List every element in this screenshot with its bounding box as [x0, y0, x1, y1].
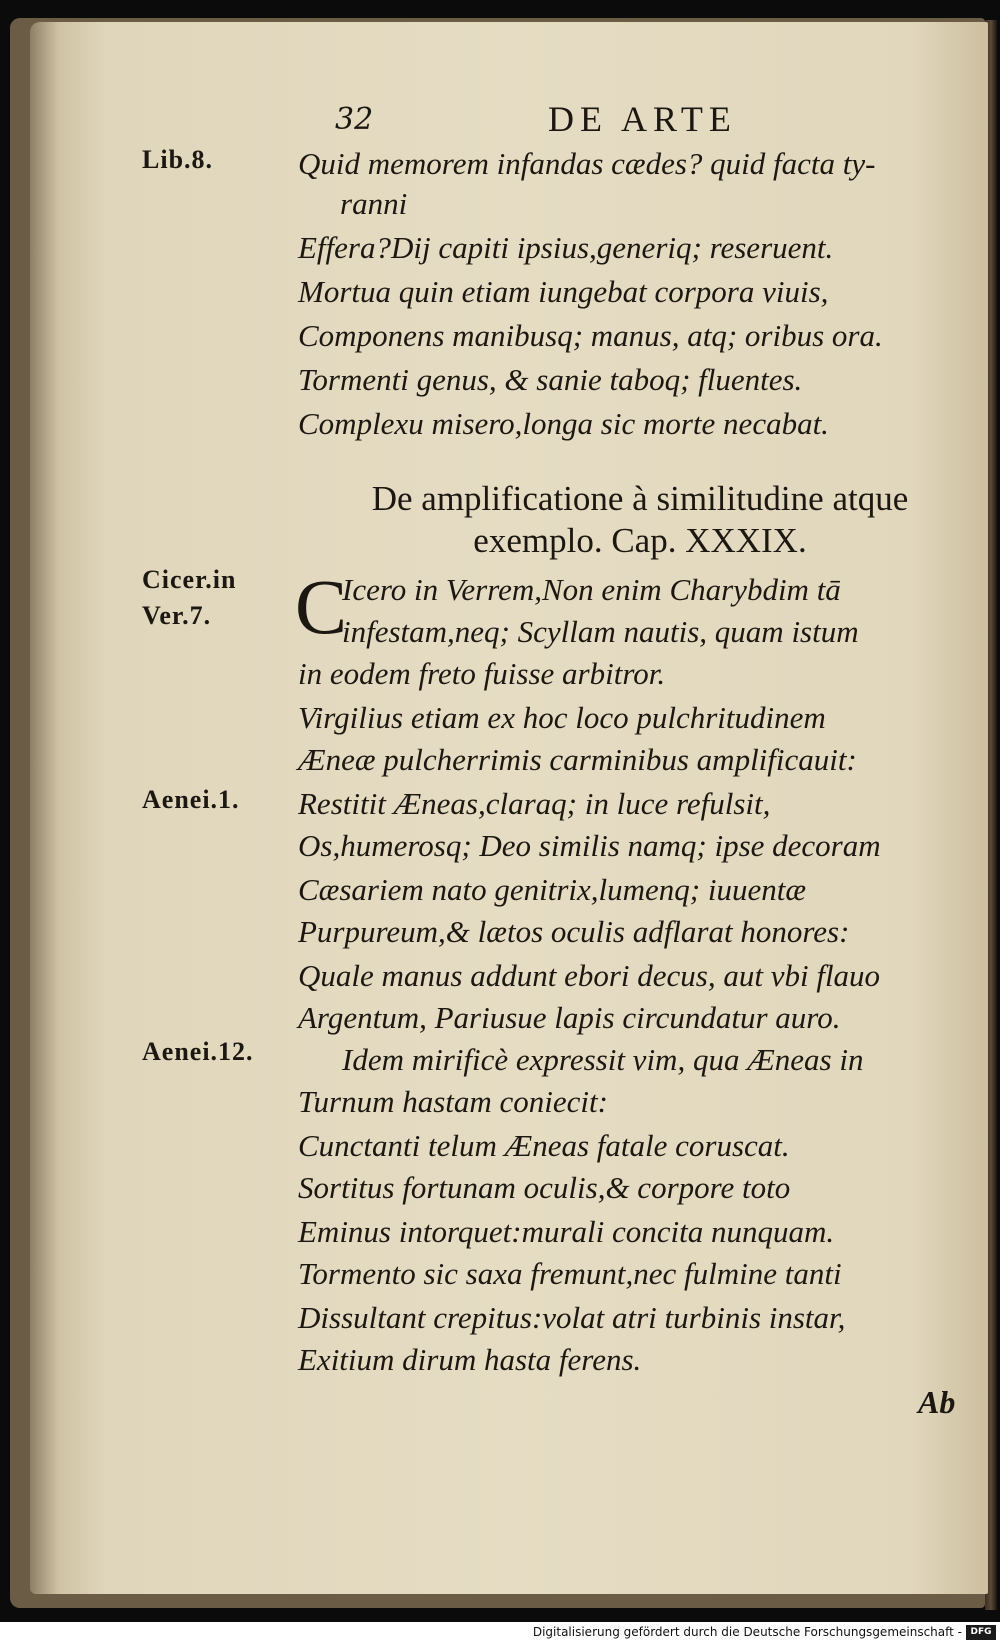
body-line: Turnum hastam coniecit:: [298, 1084, 608, 1119]
verse-line: Componens manibusq; manus, atq; oribus ora.: [298, 318, 883, 353]
body-line: Dissultant crepitus:volat atri turbinis instar,: [298, 1300, 846, 1335]
body-line: Os,humerosq; Deo similis namq; ipse decoram: [298, 828, 881, 863]
footer-bar: [0, 1622, 1000, 1644]
margin-note-cicer-line2: Ver.7.: [142, 601, 212, 630]
body-line: infestam,neq; Scyllam nautis, quam istum: [342, 614, 859, 649]
running-title: DE ARTE: [548, 99, 737, 139]
verse-line: Tormenti genus, & sanie taboq; fluentes.: [298, 362, 803, 397]
body-line: Cunctanti telum Æneas fatale coruscat.: [298, 1128, 790, 1163]
margin-note-cicer-line1: Cicer.in: [142, 565, 237, 594]
catchword: Ab: [918, 1384, 956, 1420]
body-line: Cæsariem nato genitrix,lumenq; iuuentæ: [298, 872, 807, 907]
body-line: Argentum, Pariusue lapis circundatur auro.: [298, 1000, 841, 1035]
body-line: in eodem freto fuisse arbitror.: [298, 656, 666, 691]
dfg-logo: DFG: [966, 1625, 996, 1640]
body-line: Sortitus fortunam oculis,& corpore toto: [298, 1170, 791, 1205]
page-number: 32: [335, 102, 374, 137]
body-line: Idem mirificè expressit vim, qua Æneas in: [342, 1042, 864, 1077]
chapter-heading-line1: De amplificatione à similitudine atque: [371, 479, 909, 518]
body-line: Exitium dirum hasta ferens.: [298, 1342, 642, 1377]
body-line: Quale manus addunt ebori decus, aut vbi flauo: [298, 958, 881, 993]
body-line: Virgilius etiam ex hoc loco pulchritudinem: [298, 700, 826, 735]
body-line: Restitit Æneas,claraq; in luce refulsit,: [298, 786, 771, 821]
verse-line: ranni: [340, 186, 408, 221]
body-line: Tormento sic saxa fremunt,nec fulmine tanti: [298, 1256, 842, 1291]
verse-line: Quid memorem infandas cædes? quid facta ty-: [298, 146, 876, 181]
drop-cap: C: [295, 563, 348, 650]
margin-note-lib8: Lib.8.: [142, 145, 214, 174]
chapter-heading: [300, 478, 980, 562]
verse-line: Effera?Dij capiti ipsius,generiq; reseruent.: [298, 230, 834, 265]
verse-line: Complexu misero,longa sic morte necabat.: [298, 406, 829, 441]
margin-note-aenei1: Aenei.1.: [142, 785, 240, 814]
footer-credit: Digitalisierung gefördert durch die Deutsche Forschungsgemeinschaft -: [532, 1625, 962, 1639]
body-line: Eminus intorquet:murali concita nunquam.: [298, 1214, 835, 1249]
body-line: Purpureum,& lætos oculis adflarat honores:: [298, 914, 850, 949]
body-line: Icero in Verrem,Non enim Charybdim tā: [342, 572, 841, 607]
running-head: [0, 98, 1000, 142]
verse-line: Mortua quin etiam iungebat corpora viuis,: [298, 274, 829, 309]
margin-note-aenei12: Aenei.12.: [142, 1037, 254, 1066]
chapter-heading-line2: exemplo. Cap. XXXIX.: [473, 521, 807, 560]
body-line: Æneæ pulcherrimis carminibus amplificauit:: [298, 742, 857, 777]
